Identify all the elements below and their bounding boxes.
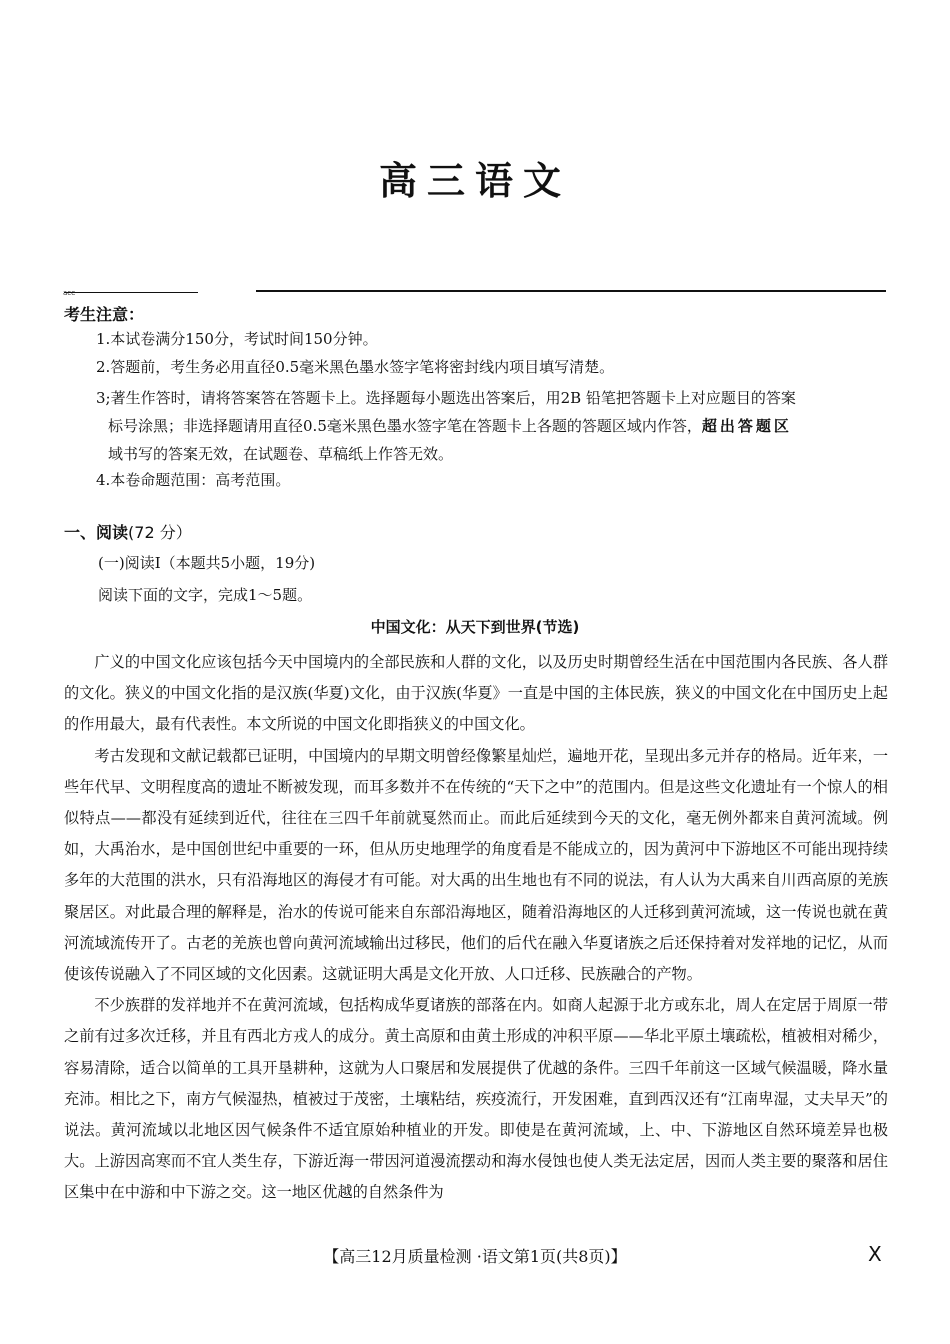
article-body [64,647,888,1209]
reading-instruction: 阅读下面的文字，完成1～5题。 [98,586,313,604]
notice-heading: 考生注意： [64,305,145,324]
notice-item-4: 4.本卷命题范围：高考范围。 [96,471,291,489]
section-heading [64,520,192,543]
footer-mark: X [868,1242,882,1266]
notice-item-3-line-3: 域书写的答案无效，在试题卷、草稿纸上作答无效。 [108,445,454,463]
notice-item-3-emphasis: 超出答题区 [701,417,792,435]
article-paragraph-1: 广义的中国文化应该包括今天中国境内的全部民族和人群的文化，以及历史时期曾经生活在中国范围内各民族、各人群的文化。狭义的中国文化指的是汉族(华夏)文化，由于汉族(华夏》一直是中国的主体民族，狭义的中国文化在中国历史上起的作用最大，最有代表性。本文所说的中国文化即指狭义的中国文化。 [64,653,888,734]
notice-item-1: 1.本试卷满分150分，考试时间150分钟。 [96,330,378,348]
seal-line-left [64,292,198,293]
scan-mark: ace [63,289,76,297]
exam-title: 高三语文 [378,158,571,203]
subsection-heading: (一)阅读I（本题共5小题，19分) [98,554,316,572]
notice-item-3 [96,384,886,468]
notice-item-2: 2.答题前，考生务必用直径0.5毫米黑色墨水签字笔将密封线内项目填写清楚。 [96,358,615,376]
notice-item-3-line-2 [96,412,886,440]
article-paragraph-3: 不少族群的发祥地并不在黄河流域，包括构成华夏诸族的部落在内。如商人起源于北方或东北，周人在定居于周原一带之前有过多次迁移，并且有西北方戎人的成分。黄土高原和由黄土形成的冲积平原——华北平原土壤疏松，植被相对稀少，容易清除，适合以简单的工具开垦耕种，这就为人口聚居和发展提供了优越的条件。三四千年前这一区域气候温暖，降水量充沛。相比之下，南方气候湿热，植被过于茂密，土壤粘结，疾疫流行，开发困难，直到西汉还有“江南卑湿，丈夫早天”的说法。黄河流域以北地区因气候条件不适宜原始种植业的开发。即使是在黄河流域，上、中、下游地区自然环境差异也极大。上游因高寒而不宜人类生存，下游近海一带因河道漫流摆动和海水侵蚀也使人类无法定居，因而人类主要的聚落和居住区集中在中游和中下游之交。这一地区优越的自然条件为 [64,996,888,1202]
notice-item-3-line-1: 3;著生作答时，请将答案答在答题卡上。选择题每小题选出答案后，用2B 铅笔把答题卡上对应题目的答案 [96,389,796,407]
section-heading-text: 一、阅读 [64,523,129,542]
notice-item-3-line-2-text: 标号涂黑；非选择题请用直径0.5毫米黑色墨水签字笔在答题卡上各题的答题区域内作答， [108,417,702,435]
section-score: (72 分） [128,523,192,542]
article-title: 中国文化：从天下到世界(节选) [370,618,580,636]
page-footer: 【高三12月质量检测 ·语文第1页(共8页)】 [323,1247,627,1266]
article-paragraph-2: 考古发现和文献记载都已证明，中国境内的早期文明曾经像繁星灿烂，遍地开花，呈现出多元并存的格局。近年来，一些年代早、文明程度高的遗址不断被发现，而耳多数并不在传统的“天下之中”的范围内。但是这些文化遗址有一个惊人的相似特点——都没有延续到近代，往往在三四千年前就戛然而止。而此后延续到今天的文化，毫无例外都来自黄河流域。例如，大禹治水，是中国创世纪中重要的一环，但从历史地理学的角度看是不能成立的，因为黄河中下游地区不可能出现持续多年的大范围的洪水，只有沿海地区的海侵才有可能。对大禹的出生地也有不同的说法，有人认为大禹来自川西高原的羌族聚居区。对此最合理的解释是，治水的传说可能来自东部沿海地区，随着沿海地区的人迁移到黄河流域，这一传说也就在黄河流域流传开了。古老的羌族也曾向黄河流域输出过移民，他们的后代在融入华夏诸族之后还保持着对发祥地的记忆，从而使该传说融入了不同区域的文化因素。这就证明大禹是文化开放、人口迁移、民族融合的产物。 [64,746,888,984]
seal-line-right [256,290,886,292]
